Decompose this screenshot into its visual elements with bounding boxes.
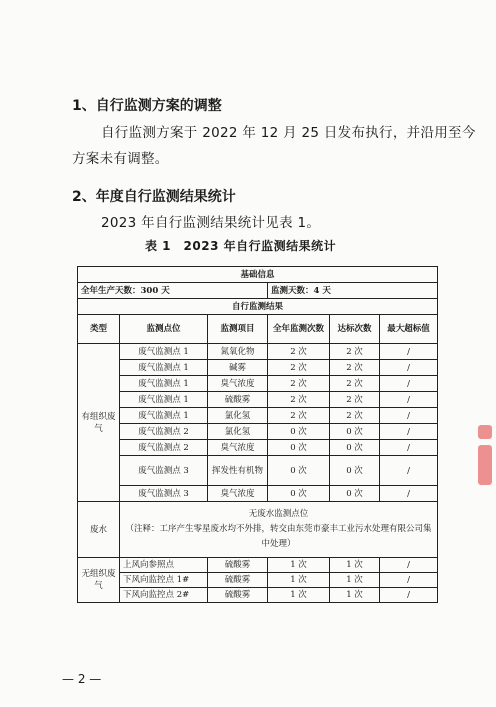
table-row xyxy=(78,440,438,456)
table-row xyxy=(78,424,438,440)
cell-item: 臭气浓度 xyxy=(208,440,268,456)
page-number: — 2 — xyxy=(62,672,102,686)
monitoring-results-table xyxy=(77,266,438,603)
cell-item: 硫酸雾 xyxy=(208,392,268,408)
cell-point: 废气监测点 1 xyxy=(120,408,208,424)
header-compliant: 达标次数 xyxy=(330,315,380,344)
cell-item: 氯化氢 xyxy=(208,408,268,424)
cell-count: 2 次 xyxy=(268,408,330,424)
section1-heading: 1、自行监测方案的调整 xyxy=(72,98,222,114)
cell-compliant: 2 次 xyxy=(330,376,380,392)
cell-item: 硫酸雾 xyxy=(208,588,268,603)
cell-item: 挥发性有机物 xyxy=(208,456,268,486)
header-count: 全年监测次数 xyxy=(268,315,330,344)
production-days: 全年生产天数：300 天 xyxy=(78,283,268,299)
cell-count: 1 次 xyxy=(268,588,330,603)
cell-compliant: 0 次 xyxy=(330,440,380,456)
table-row xyxy=(78,376,438,392)
table-row xyxy=(78,392,438,408)
type-organized-gas: 有组织废气 xyxy=(78,344,120,502)
cell-max: / xyxy=(380,408,438,424)
cell-count: 2 次 xyxy=(268,344,330,360)
cell-point: 废气监测点 2 xyxy=(120,424,208,440)
cell-max: / xyxy=(380,486,438,502)
cell-count: 2 次 xyxy=(268,360,330,376)
cell-compliant: 2 次 xyxy=(330,360,380,376)
cell-count: 2 次 xyxy=(268,392,330,408)
table-caption: 表 1 2023 年自行监测结果统计 xyxy=(145,239,337,253)
section2-heading: 2、年度自行监测结果统计 xyxy=(72,189,236,205)
cell-count: 2 次 xyxy=(268,376,330,392)
section2-paragraph: 2023 年自行监测结果统计见表 1。 xyxy=(101,215,321,231)
cell-point: 废气监测点 3 xyxy=(120,486,208,502)
seal-fragment-top xyxy=(478,425,492,439)
section1-paragraph-line1: 自行监测方案于 2022 年 12 月 25 日发布执行，并沿用至今 xyxy=(101,125,476,141)
cell-max: / xyxy=(380,456,438,486)
results-title: 自行监测结果 xyxy=(78,299,438,315)
cell-item: 臭气浓度 xyxy=(208,376,268,392)
header-type: 类型 xyxy=(78,315,120,344)
header-item: 监测项目 xyxy=(208,315,268,344)
cell-point: 废气监测点 2 xyxy=(120,440,208,456)
cell-point: 废气监测点 1 xyxy=(120,360,208,376)
cell-count: 0 次 xyxy=(268,424,330,440)
type-unorganized-gas: 无组织废气 xyxy=(78,558,120,603)
section1-paragraph-line2: 方案未有调整。 xyxy=(72,151,169,167)
table-row xyxy=(78,360,438,376)
wastewater-no-point: 无废水监测点位 xyxy=(248,509,309,519)
cell-point: 废气监测点 1 xyxy=(120,344,208,360)
cell-count: 0 次 xyxy=(268,486,330,502)
cell-count: 1 次 xyxy=(268,558,330,573)
cell-item: 氯化氢 xyxy=(208,424,268,440)
cell-compliant: 2 次 xyxy=(330,408,380,424)
table-row xyxy=(78,486,438,502)
cell-count: 1 次 xyxy=(268,573,330,588)
cell-count: 0 次 xyxy=(268,440,330,456)
table-row xyxy=(78,502,438,558)
cell-compliant: 1 次 xyxy=(330,588,380,603)
monitoring-days: 监测天数：4 天 xyxy=(268,283,438,299)
cell-max: / xyxy=(380,376,438,392)
seal-fragment-bottom xyxy=(478,445,492,485)
header-point: 监测点位 xyxy=(120,315,208,344)
table-row xyxy=(78,588,438,603)
type-wastewater: 废水 xyxy=(78,502,120,558)
table-row xyxy=(78,573,438,588)
cell-max: / xyxy=(380,588,438,603)
cell-compliant: 2 次 xyxy=(330,344,380,360)
cell-max: / xyxy=(380,573,438,588)
table-row xyxy=(78,344,438,360)
table-row xyxy=(78,456,438,486)
basic-info-title: 基础信息 xyxy=(78,267,438,283)
cell-item: 氮氧化物 xyxy=(208,344,268,360)
cell-max: / xyxy=(380,344,438,360)
cell-point: 废气监测点 3 xyxy=(120,456,208,486)
cell-compliant: 1 次 xyxy=(330,558,380,573)
cell-item: 臭气浓度 xyxy=(208,486,268,502)
table-row xyxy=(78,558,438,573)
cell-count: 0 次 xyxy=(268,456,330,486)
cell-compliant: 1 次 xyxy=(330,573,380,588)
cell-max: / xyxy=(380,440,438,456)
cell-point: 废气监测点 1 xyxy=(120,392,208,408)
cell-compliant: 0 次 xyxy=(330,424,380,440)
cell-max: / xyxy=(380,558,438,573)
header-max-exceed: 最大超标值 xyxy=(380,315,438,344)
cell-point: 下风向监控点 2# xyxy=(120,588,208,603)
cell-point: 下风向监控点 1# xyxy=(120,573,208,588)
cell-max: / xyxy=(380,424,438,440)
cell-compliant: 2 次 xyxy=(330,392,380,408)
cell-item: 硫酸雾 xyxy=(208,573,268,588)
cell-point: 废气监测点 1 xyxy=(120,376,208,392)
cell-item: 硫酸雾 xyxy=(208,558,268,573)
cell-max: / xyxy=(380,360,438,376)
cell-max: / xyxy=(380,392,438,408)
table-row xyxy=(78,408,438,424)
cell-point: 上风向参照点 xyxy=(120,558,208,573)
wastewater-note: （注释：工序产生零星废水均不外排，转交由东莞市豪丰工业污水处理有限公司集中处理） xyxy=(125,524,432,549)
cell-item: 碱雾 xyxy=(208,360,268,376)
cell-compliant: 0 次 xyxy=(330,456,380,486)
cell-compliant: 0 次 xyxy=(330,486,380,502)
